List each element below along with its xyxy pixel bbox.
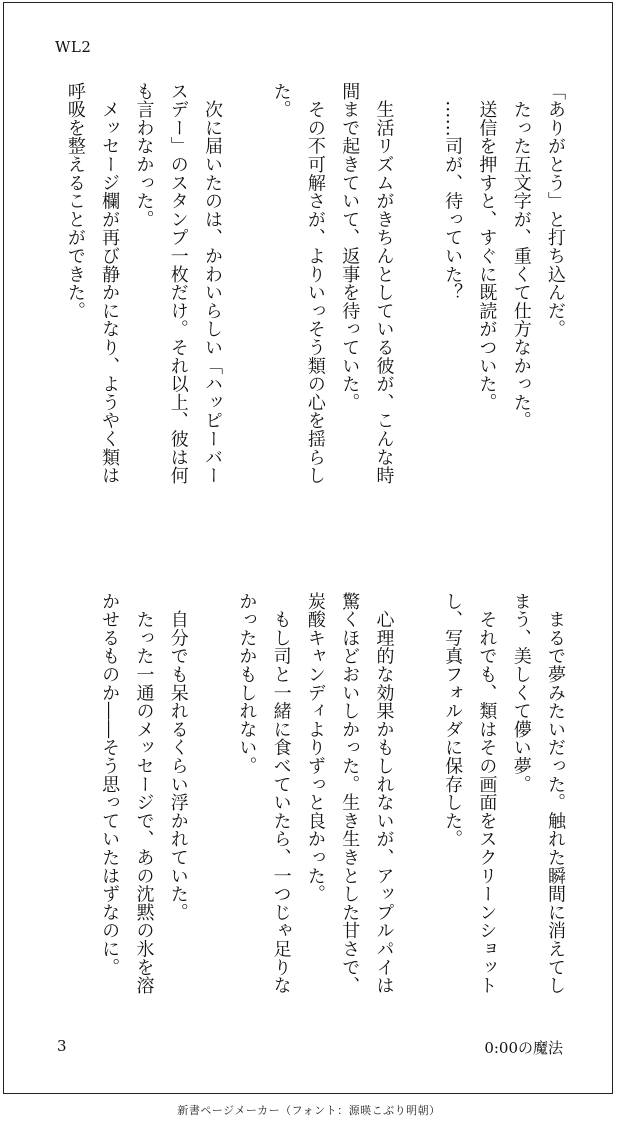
text-line: まるで夢みたいだった。触れた瞬間に消えてし — [545, 592, 566, 995]
text-line: たった五文字が、重くて仕方なかった。 — [510, 82, 532, 430]
upper-text-block — [60, 82, 572, 537]
text-line: 炭酸キャンディよりずっと良かった。 — [304, 592, 326, 904]
book-title: 0:00の魔法 — [484, 1039, 563, 1057]
text-line: たった一通のメッセージで、あの沈黙の氷を溶 — [133, 592, 155, 995]
text-line: 心理的な効果かもしれないが、アップルパイは — [373, 592, 395, 995]
text-line: 送信を押すと、すぐに既読がついた。 — [476, 82, 498, 412]
text-line: もし司と一緒に食べていたら、一つじゃ足りな — [270, 592, 292, 995]
text-line: メッセージ欄が再び静かになり、ようやく類は — [99, 82, 121, 485]
text-line — [401, 592, 435, 1002]
text-line: 自分でも呆れるくらい浮かれていた。 — [167, 592, 189, 922]
lower-text-block — [60, 592, 572, 1002]
text-line: かせるものか――そう思っていたはずなのに。 — [99, 592, 121, 977]
text-line: まう、美しくて儚い夢。 — [510, 592, 532, 794]
text-line — [195, 592, 229, 1002]
text-line — [401, 82, 435, 537]
text-line: も言わなかった。 — [133, 82, 155, 229]
generator-credit: 新書ページメーカー（フォント：源暎こぶり明朝） — [177, 1104, 441, 1117]
text-line: スデー」のスタンプ一枚だけ。それ以上、彼は何 — [167, 82, 189, 485]
text-line: かったかもしれない。 — [236, 592, 258, 775]
text-line: その不可解さが、よりいっそう類の心を揺らし — [304, 82, 326, 485]
corner-label: WL2 — [55, 38, 92, 56]
text-line: た。 — [270, 82, 292, 119]
text-line: 生活リズムがきちんとしている彼が、こんな時 — [373, 82, 395, 485]
text-line: 呼吸を整えることができた。 — [64, 82, 86, 320]
text-line: し、写真フォルダに保存した。 — [442, 592, 464, 849]
text-line: 「ありがとう」と打ち込んだ。 — [545, 82, 566, 339]
text-line — [229, 82, 263, 537]
text-line: 間まで起きていて、返事を待っていた。 — [339, 82, 361, 412]
text-line: それでも、類はその画面をスクリーンショット — [476, 592, 498, 995]
page-number: 3 — [57, 1037, 67, 1055]
text-line: 次に届いたのは、かわいらしい「ハッピーバー — [202, 82, 224, 485]
text-line: ……司が、待っていた？ — [442, 82, 464, 302]
text-line: 驚くほどおいしかった。生き生きとした甘さで、 — [339, 592, 361, 995]
